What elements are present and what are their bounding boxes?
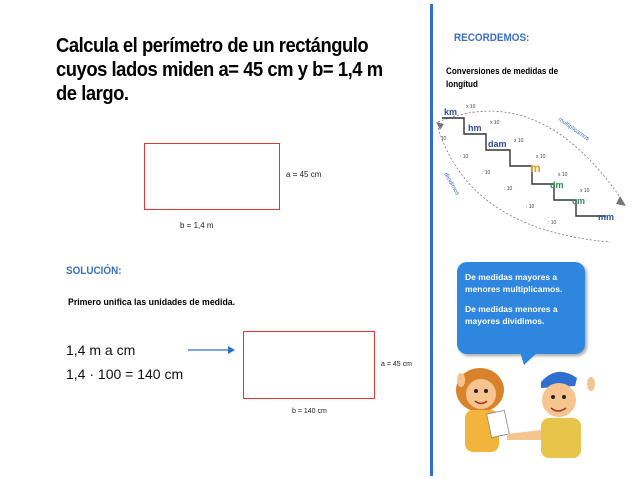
cartoon-kids-illustration <box>445 360 605 472</box>
solution-instruction: Primero unifica las unidades de medida. <box>68 297 236 308</box>
calc-line-1: 1,4 m a cm <box>66 342 136 358</box>
calc-line-2: 1,4 · 100 = 140 cm <box>66 366 184 382</box>
mult-label-1: x 10 <box>466 104 476 110</box>
speech-bubble <box>457 262 585 354</box>
div-label-5: : 10 <box>526 204 535 210</box>
unit-hm: hm <box>468 123 482 133</box>
girl-face <box>466 379 496 409</box>
unit-dam: dam <box>488 139 507 149</box>
rectangle-figure-2 <box>243 331 375 399</box>
unit-dm: dm <box>550 180 564 190</box>
div-label-4: : 10 <box>504 186 513 192</box>
arc-bottom-label: dividimos <box>442 172 460 197</box>
problem-title: Calcula el perímetro de un rectángulo cuyos lados miden a= 45 cm y b= 1,4 m de largo. <box>56 35 383 105</box>
boy-thumbs-up-icon <box>587 377 595 391</box>
arc-top-label: multiplicamos <box>556 116 591 143</box>
unit-staircase-diagram <box>430 90 635 250</box>
mult-label-2: x 10 <box>490 120 500 126</box>
unit-m: m <box>530 161 541 175</box>
div-label-2: : 10 <box>460 154 469 160</box>
recordemos-heading: RECORDEMOS: <box>454 32 530 44</box>
div-label-1: : 10 <box>438 136 447 142</box>
bubble-text-1: De medidas mayores a menores multiplicamos. <box>465 272 563 294</box>
arc-divide <box>438 128 610 242</box>
mult-label-5: x 10 <box>558 172 568 178</box>
unit-km: km <box>444 107 458 117</box>
solution-heading: SOLUCIÓN: <box>66 265 122 277</box>
side-b-label-1: b = 1,4 m <box>180 221 214 230</box>
side-b-label-2: b = 140 cm <box>292 408 327 415</box>
div-label-3: : 10 <box>482 170 491 176</box>
mult-label-4: x 10 <box>536 154 546 160</box>
arrow-right-icon <box>186 344 236 356</box>
side-a-label-2: a = 45 cm <box>381 361 412 368</box>
boy-face <box>542 383 576 417</box>
arc-arrow-icon <box>616 196 626 206</box>
bubble-text-2: De medidas menores a mayores dividimos. <box>465 304 558 326</box>
mult-label-6: x 10 <box>580 188 590 194</box>
unit-cm: cm <box>572 196 586 206</box>
rectangle-figure-1 <box>144 143 280 210</box>
boy-body <box>541 418 581 458</box>
conversions-subheading: Conversiones de medidas de longitud <box>446 66 559 89</box>
thumbs-up-icon <box>457 373 465 387</box>
unit-mm: mm <box>598 212 615 222</box>
arc-arrow-left-icon <box>436 122 444 130</box>
mult-label-3: x 10 <box>514 138 524 144</box>
pointing-hand-icon <box>507 430 541 440</box>
div-label-6: : 10 <box>548 220 557 226</box>
side-a-label-1: a = 45 cm <box>286 170 322 179</box>
